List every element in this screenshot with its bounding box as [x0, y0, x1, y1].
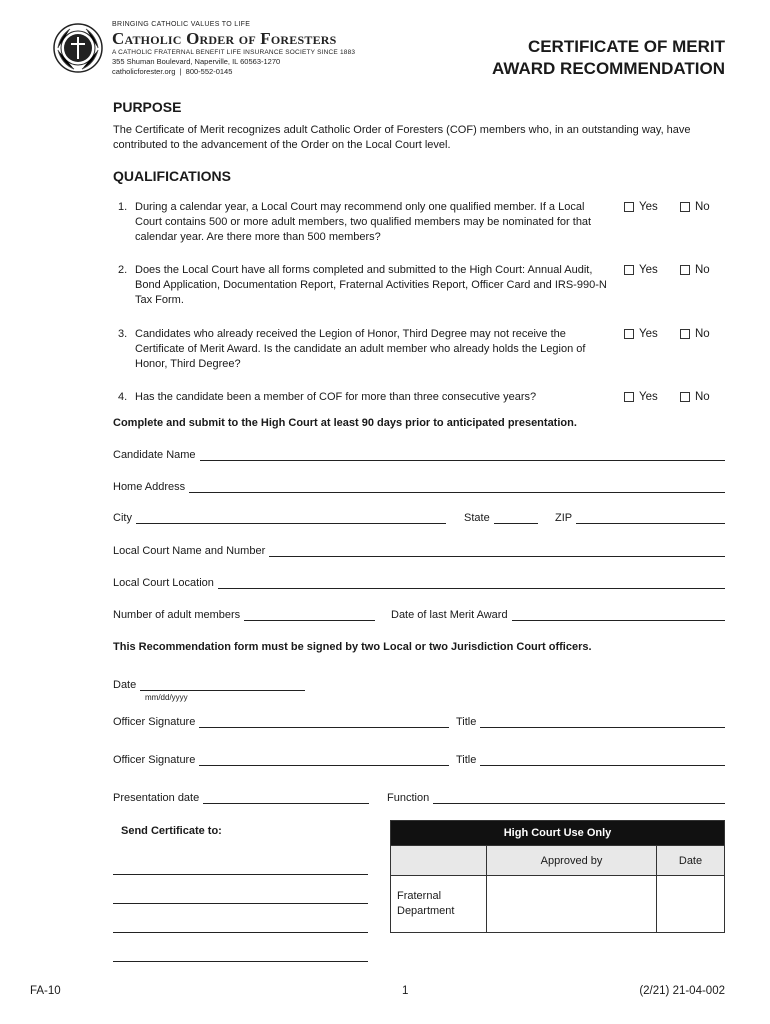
zip-input[interactable] [576, 512, 725, 524]
field-label: State [464, 512, 490, 524]
q4-no-checkbox[interactable] [680, 391, 710, 403]
org-name: Catholic Order of Foresters [112, 28, 337, 48]
form-id: FA-10 [30, 985, 61, 997]
question-number: 4. [118, 391, 128, 403]
send-address-line-2[interactable] [113, 903, 368, 904]
field-label: Date of last Merit Award [391, 609, 508, 621]
field-label: Date [113, 679, 137, 691]
field-label: Function [387, 792, 430, 804]
presentation-date-field[interactable] [113, 792, 369, 804]
field-label: City [113, 512, 132, 524]
organization-block [112, 20, 355, 76]
signature-note: This Recommendation form must be signed by two Local or two Jurisdiction Court officers. [113, 641, 592, 653]
question-3 [118, 327, 608, 372]
field-label: Home Address [113, 481, 186, 493]
department-cell [391, 876, 487, 933]
officer-signature-2-field[interactable] [113, 754, 449, 766]
send-address-line-4[interactable] [113, 961, 368, 962]
question-4 [118, 390, 608, 405]
org-subtitle: A CATHOLIC FRATERNAL BENEFIT LIFE INSURANCE SOCIETY SINCE 1883 [112, 48, 356, 56]
question-text: Does the Local Court have all forms completed and submitted to the High Court: Annual Audit, Bond Application, Documentation Report, Fraternal Activities Report, Officer Card and IRS-990-N Tax Form. [135, 264, 607, 306]
title-2-input[interactable] [480, 754, 725, 766]
field-label: Title [456, 754, 477, 766]
state-field[interactable] [464, 512, 538, 524]
no-label: No [695, 264, 710, 276]
field-label: Presentation date [113, 792, 200, 804]
no-label: No [695, 391, 710, 403]
q1-no-checkbox[interactable] [680, 201, 710, 213]
no-label: No [695, 201, 710, 213]
field-label: Title [456, 716, 477, 728]
field-label: Candidate Name [113, 449, 196, 461]
purpose-heading: PURPOSE [113, 99, 182, 115]
page-number: 1 [402, 985, 409, 997]
adult-members-input[interactable] [244, 609, 375, 621]
question-number: 2. [118, 264, 128, 276]
checkbox-box[interactable] [624, 265, 634, 275]
blank-header-cell [391, 846, 487, 876]
last-merit-field[interactable] [391, 609, 725, 621]
qualifications-heading: QUALIFICATIONS [113, 168, 231, 184]
checkbox-box[interactable] [624, 392, 634, 402]
seal-logo [52, 22, 104, 74]
field-label: ZIP [555, 512, 573, 524]
date-header: Date [657, 846, 725, 876]
question-number: 1. [118, 201, 128, 213]
field-label: Officer Signature [113, 754, 196, 766]
home-address-input[interactable] [189, 481, 725, 493]
yes-label: Yes [639, 391, 658, 403]
high-court-heading: High Court Use Only [391, 821, 725, 846]
question-number: 3. [118, 328, 128, 340]
title-1-input[interactable] [480, 716, 725, 728]
local-court-location-field[interactable] [113, 577, 725, 589]
home-address-field[interactable] [113, 481, 725, 493]
checkbox-box[interactable] [680, 329, 690, 339]
title-line-1: CERTIFICATE OF MERIT [527, 37, 725, 56]
candidate-name-input[interactable] [200, 449, 725, 461]
function-field[interactable] [387, 792, 725, 804]
adult-members-field[interactable] [113, 609, 375, 621]
approved-by-header: Approved by [487, 846, 657, 876]
org-phone: 800-552-0145 [185, 66, 233, 76]
field-label: Officer Signature [113, 716, 196, 728]
presentation-date-input[interactable] [203, 792, 369, 804]
field-label: Local Court Name and Number [113, 545, 266, 557]
question-text: During a calendar year, a Local Court may recommend only one qualified member. If a Local Court contains 500 or more adult members, two qualified members may be nominated for that calendar year. Are there more than 500 members? [135, 201, 592, 243]
high-court-table [390, 820, 725, 933]
state-input[interactable] [494, 512, 538, 524]
checkbox-box[interactable] [624, 202, 634, 212]
local-court-name-field[interactable] [113, 545, 725, 557]
yes-label: Yes [639, 328, 658, 340]
title-line-2: AWARD RECOMMENDATION [492, 59, 725, 78]
purpose-text: The Certificate of Merit recognizes adult Catholic Order of Foresters (COF) members who, in an outstanding way, have contributed to the advancement of the Order on the Local Court level. [113, 124, 691, 151]
field-label: Number of adult members [113, 609, 241, 621]
revision-code: (2/21) 21-04-002 [639, 985, 725, 997]
question-text: Has the candidate been a member of COF for more than three consecutive years? [135, 391, 537, 403]
officer-signature-2-input[interactable] [199, 754, 449, 766]
officer-signature-1-field[interactable] [113, 716, 449, 728]
no-label: No [695, 328, 710, 340]
q1-yes-checkbox[interactable] [624, 201, 658, 213]
q2-yes-checkbox[interactable] [624, 264, 658, 276]
question-text: Candidates who already received the Legion of Honor, Third Degree may not receive the Certificate of Merit Award. Is the candidate an adult member who already holds the Legion of Honor, Third Degree? [135, 328, 586, 370]
officer-signature-1-input[interactable] [199, 716, 449, 728]
submission-instruction: Complete and submit to the High Court at least 90 days prior to anticipated presentation. [113, 417, 577, 429]
send-address-line-3[interactable] [113, 932, 368, 933]
local-court-location-input[interactable] [218, 577, 725, 589]
department-label: Fraternal Department [397, 890, 455, 917]
checkbox-box[interactable] [680, 202, 690, 212]
approval-date-cell[interactable] [657, 876, 725, 933]
last-merit-input[interactable] [512, 609, 725, 621]
q4-yes-checkbox[interactable] [624, 391, 658, 403]
org-website[interactable]: catholicforester.org [112, 66, 176, 76]
checkbox-box[interactable] [680, 265, 690, 275]
send-address-line-1[interactable] [113, 874, 368, 875]
yes-label: Yes [639, 201, 658, 213]
q3-no-checkbox[interactable] [680, 328, 710, 340]
field-label: Local Court Location [113, 577, 214, 589]
page-title [492, 36, 725, 80]
local-court-name-input[interactable] [269, 545, 725, 557]
org-tagline: BRINGING CATHOLIC VALUES TO LIFE [112, 21, 251, 28]
q2-no-checkbox[interactable] [680, 264, 710, 276]
city-input[interactable] [136, 512, 446, 524]
org-contact: catholicforester.org | 800-552-0145 [112, 66, 233, 76]
city-field[interactable] [113, 512, 446, 524]
date-input[interactable] [140, 679, 305, 691]
approved-by-cell[interactable] [487, 876, 657, 933]
zip-field[interactable] [555, 512, 725, 524]
date-format-hint: mm/dd/yyyy [145, 693, 188, 702]
function-input[interactable] [433, 792, 725, 804]
send-certificate-label: Send Certificate to: [121, 825, 222, 837]
question-2 [118, 263, 608, 308]
title-1-field[interactable] [456, 716, 725, 728]
q3-yes-checkbox[interactable] [624, 328, 658, 340]
title-2-field[interactable] [456, 754, 725, 766]
checkbox-box[interactable] [624, 329, 634, 339]
question-1 [118, 200, 608, 245]
yes-label: Yes [639, 264, 658, 276]
checkbox-box[interactable] [680, 392, 690, 402]
date-field[interactable] [113, 679, 305, 691]
candidate-name-field[interactable] [113, 449, 725, 461]
org-address: 355 Shuman Boulevard, Naperville, IL 60563-1270 [112, 57, 281, 66]
